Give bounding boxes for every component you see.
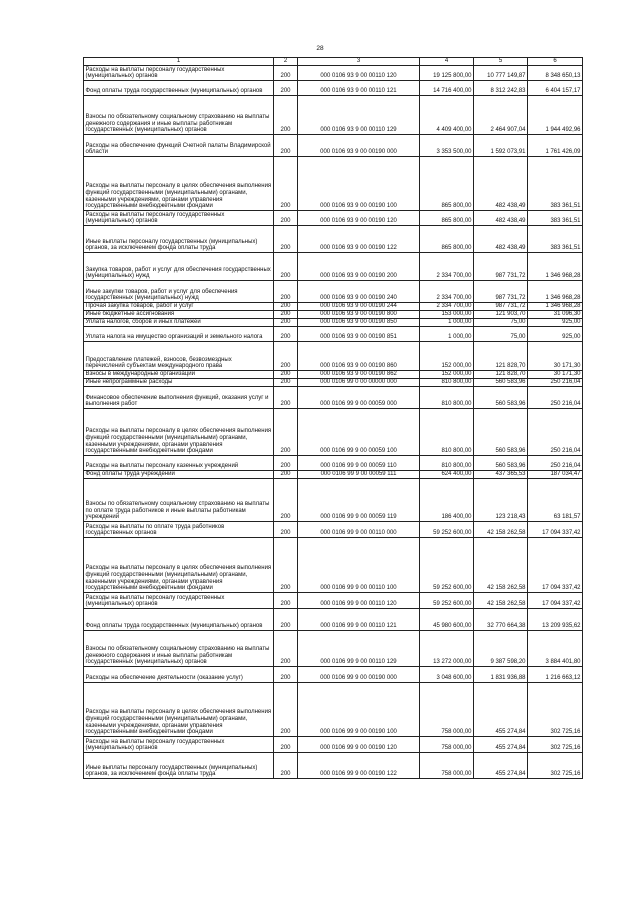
table-row: [84, 319, 583, 327]
row-classification-cell: 000 0106 99 9 00 00110 100: [298, 538, 420, 593]
row-approved-cell: 59 252 600,00: [420, 538, 474, 593]
row-classification-cell: 000 0106 99 9 00 00059 110: [298, 456, 420, 471]
row-unexecuted-cell: 63 181,57: [528, 479, 583, 522]
row-code-cell: 200: [274, 157, 298, 211]
row-approved-cell: 152 000,00: [420, 342, 474, 371]
row-unexecuted-cell: 383 361,51: [528, 157, 583, 211]
row-classification-cell: 000 0106 93 9 00 00190 240: [298, 281, 420, 303]
row-code-cell: 200: [274, 522, 298, 538]
row-name-cell: Прочая закупка товаров, работ и услуг: [84, 303, 274, 311]
row-unexecuted-cell: 17 094 337,42: [528, 538, 583, 593]
row-approved-cell: 1 000,00: [420, 327, 474, 342]
header-cell: 6: [528, 58, 583, 66]
row-approved-cell: 2 334 700,00: [420, 253, 474, 281]
row-approved-cell: 810 800,00: [420, 387, 474, 409]
row-executed-cell: 1 592 073,91: [474, 135, 528, 157]
row-classification-cell: 000 0106 93 9 00 00190 000: [298, 135, 420, 157]
row-unexecuted-cell: 3 884 401,80: [528, 631, 583, 667]
row-unexecuted-cell: 17 094 337,42: [528, 593, 583, 609]
row-unexecuted-cell: 30 171,30: [528, 342, 583, 371]
header-cell: 4: [420, 58, 474, 66]
row-code-cell: 200: [274, 371, 298, 379]
row-unexecuted-cell: 250 216,04: [528, 379, 583, 387]
row-classification-cell: 000 0106 99 9 00 00110 000: [298, 522, 420, 538]
table-row: [84, 81, 583, 96]
row-code-cell: 200: [274, 342, 298, 371]
row-name-cell: Расходы на выплаты персоналу в целях обеспечения выполнения функций государственными (муниципальными) органами, казенными учреждениями, органами управления государственными внебюджетными фондами: [84, 683, 274, 737]
row-name-cell: Расходы на выплаты персоналу государственных (муниципальных) органов: [84, 593, 274, 609]
header-row: [84, 58, 583, 66]
row-name-cell: Иные бюджетные ассигнования: [84, 311, 274, 319]
row-unexecuted-cell: 302 725,16: [528, 753, 583, 779]
row-code-cell: 200: [274, 609, 298, 631]
row-code-cell: 200: [274, 538, 298, 593]
row-name-cell: Иные выплаты персоналу государственных (муниципальных) органов, за исключением фонда оплаты труда: [84, 753, 274, 779]
row-name-cell: Взносы по обязательному социальному страхованию на выплаты по оплате труда работников и иные выплаты работникам учреждений: [84, 479, 274, 522]
row-code-cell: 200: [274, 737, 298, 753]
row-name-cell: Уплата налога на имущество организаций и земельного налога: [84, 327, 274, 342]
row-approved-cell: 14 716 400,00: [420, 81, 474, 96]
row-approved-cell: 4 409 400,00: [420, 96, 474, 135]
row-approved-cell: 13 272 000,00: [420, 631, 474, 667]
table-row: [84, 753, 583, 779]
table-row: [84, 593, 583, 609]
row-executed-cell: 121 903,70: [474, 311, 528, 319]
row-unexecuted-cell: 13 209 935,62: [528, 609, 583, 631]
row-executed-cell: 42 158 262,58: [474, 593, 528, 609]
row-name-cell: Взносы в международные организации: [84, 371, 274, 379]
table-row: [84, 631, 583, 667]
row-code-cell: 200: [274, 593, 298, 609]
row-approved-cell: 810 800,00: [420, 409, 474, 456]
row-code-cell: 200: [274, 81, 298, 96]
row-executed-cell: 560 583,96: [474, 456, 528, 471]
row-unexecuted-cell: 1 346 968,28: [528, 303, 583, 311]
row-classification-cell: 000 0106 93 9 00 00190 120: [298, 211, 420, 226]
row-approved-cell: 59 252 600,00: [420, 522, 474, 538]
row-name-cell: Иные непрограммные расходы: [84, 379, 274, 387]
table-row: [84, 303, 583, 311]
row-code-cell: 200: [274, 327, 298, 342]
row-unexecuted-cell: 1 216 663,12: [528, 667, 583, 683]
row-approved-cell: 59 252 600,00: [420, 593, 474, 609]
row-classification-cell: 000 0106 93 9 00 00190 200: [298, 253, 420, 281]
header-cell: 1: [84, 58, 274, 66]
row-unexecuted-cell: 302 725,16: [528, 737, 583, 753]
row-unexecuted-cell: 6 404 157,17: [528, 81, 583, 96]
row-code-cell: 200: [274, 631, 298, 667]
row-classification-cell: 000 0106 99 9 00 00059 100: [298, 409, 420, 456]
table-row: [84, 211, 583, 226]
header-cell: 5: [474, 58, 528, 66]
row-executed-cell: 32 770 664,38: [474, 609, 528, 631]
row-code-cell: 200: [274, 226, 298, 253]
row-executed-cell: 560 583,96: [474, 409, 528, 456]
row-executed-cell: 482 438,49: [474, 211, 528, 226]
row-name-cell: Расходы на выплаты по оплате труда работников государственных органов: [84, 522, 274, 538]
table-row: [84, 479, 583, 522]
row-classification-cell: 000 0106 93 9 00 00110 120: [298, 66, 420, 81]
row-code-cell: 200: [274, 311, 298, 319]
table-row: [84, 371, 583, 379]
row-code-cell: 200: [274, 409, 298, 456]
table-body: [84, 66, 583, 779]
row-name-cell: Расходы на выплаты персоналу государственных (муниципальных) органов: [84, 66, 274, 81]
row-name-cell: Расходы на выплаты персоналу государственных (муниципальных) органов: [84, 737, 274, 753]
row-code-cell: 200: [274, 281, 298, 303]
table-row: [84, 379, 583, 387]
row-executed-cell: 455 274,84: [474, 683, 528, 737]
row-classification-cell: 000 0106 99 9 00 00059 111: [298, 471, 420, 479]
row-executed-cell: 42 158 262,58: [474, 538, 528, 593]
row-classification-cell: 000 0106 99 9 00 00190 000: [298, 667, 420, 683]
row-name-cell: Фонд оплаты труда государственных (муниципальных) органов: [84, 609, 274, 631]
row-unexecuted-cell: 250 216,04: [528, 387, 583, 409]
row-classification-cell: 000 0106 93 9 00 00190 800: [298, 311, 420, 319]
row-code-cell: 200: [274, 471, 298, 479]
row-approved-cell: 810 800,00: [420, 456, 474, 471]
row-name-cell: Уплата налогов, сборов и иных платежей: [84, 319, 274, 327]
row-classification-cell: 000 0106 93 9 00 00190 851: [298, 327, 420, 342]
row-name-cell: Расходы на выплаты персоналу в целях обеспечения выполнения функций государственными (муниципальными) органами, казенными учреждениями, органами управления государственными внебюджетными фондами: [84, 538, 274, 593]
row-name-cell: Расходы на выплаты персоналу казенных учреждений: [84, 456, 274, 471]
row-name-cell: Расходы на обеспечение деятельности (оказание услуг): [84, 667, 274, 683]
table-row: [84, 683, 583, 737]
row-classification-cell: 000 0106 93 9 00 00110 121: [298, 81, 420, 96]
row-executed-cell: 482 438,49: [474, 157, 528, 211]
row-executed-cell: 560 583,96: [474, 387, 528, 409]
row-name-cell: Расходы на выплаты персоналу в целях обеспечения выполнения функций государственными (муниципальными) органами, казенными учреждениями, органами управления государственными внебюджетными фондами: [84, 409, 274, 456]
row-unexecuted-cell: 925,00: [528, 319, 583, 327]
header-cell: 2: [274, 58, 298, 66]
row-classification-cell: 000 0106 93 9 00 00190 100: [298, 157, 420, 211]
row-code-cell: 200: [274, 753, 298, 779]
row-executed-cell: 560 583,96: [474, 379, 528, 387]
row-approved-cell: 152 000,00: [420, 371, 474, 379]
row-approved-cell: 810 800,00: [420, 379, 474, 387]
row-approved-cell: 2 334 700,00: [420, 281, 474, 303]
row-name-cell: Взносы по обязательному социальному страхованию на выплаты денежного содержания и иные выплаты работникам государственных (муниципальных) органов: [84, 631, 274, 667]
row-approved-cell: 186 400,00: [420, 479, 474, 522]
row-approved-cell: 865 800,00: [420, 211, 474, 226]
row-classification-cell: 000 0106 93 9 00 00190 860: [298, 342, 420, 371]
row-classification-cell: 000 0106 99 9 00 00110 120: [298, 593, 420, 609]
row-executed-cell: 121 828,70: [474, 371, 528, 379]
row-code-cell: 200: [274, 303, 298, 311]
row-unexecuted-cell: 30 171,30: [528, 371, 583, 379]
table-row: [84, 253, 583, 281]
page-number: 28: [316, 45, 324, 52]
table-row: [84, 281, 583, 303]
row-executed-cell: 455 274,84: [474, 737, 528, 753]
row-approved-cell: 865 800,00: [420, 157, 474, 211]
row-name-cell: Закупка товаров, работ и услуг для обеспечения государственных (муниципальных) нужд: [84, 253, 274, 281]
table-row: [84, 538, 583, 593]
table-row: [84, 342, 583, 371]
row-executed-cell: 437 365,53: [474, 471, 528, 479]
row-classification-cell: 000 0106 99 9 00 00190 122: [298, 753, 420, 779]
row-code-cell: 200: [274, 479, 298, 522]
row-unexecuted-cell: 1 761 426,09: [528, 135, 583, 157]
row-unexecuted-cell: 302 725,16: [528, 683, 583, 737]
row-approved-cell: 758 000,00: [420, 753, 474, 779]
row-executed-cell: 987 731,72: [474, 303, 528, 311]
row-executed-cell: 2 464 907,04: [474, 96, 528, 135]
row-executed-cell: 121 828,70: [474, 342, 528, 371]
row-code-cell: 200: [274, 96, 298, 135]
row-classification-cell: 000 0106 93 9 00 00190 244: [298, 303, 420, 311]
row-unexecuted-cell: 8 348 650,13: [528, 66, 583, 81]
row-executed-cell: 987 731,72: [474, 253, 528, 281]
table-row: [84, 522, 583, 538]
row-classification-cell: 000 0106 99 9 00 00190 120: [298, 737, 420, 753]
table-row: [84, 311, 583, 319]
row-unexecuted-cell: 31 096,30: [528, 311, 583, 319]
row-executed-cell: 1 831 936,88: [474, 667, 528, 683]
row-code-cell: 200: [274, 211, 298, 226]
row-name-cell: Расходы на выплаты персоналу государственных (муниципальных) органов: [84, 211, 274, 226]
row-executed-cell: 9 387 598,20: [474, 631, 528, 667]
row-approved-cell: 19 125 800,00: [420, 66, 474, 81]
row-unexecuted-cell: 17 094 337,42: [528, 522, 583, 538]
table-row: [84, 96, 583, 135]
row-approved-cell: 624 400,00: [420, 471, 474, 479]
row-approved-cell: 153 000,00: [420, 311, 474, 319]
row-executed-cell: 75,00: [474, 319, 528, 327]
row-unexecuted-cell: 250 216,04: [528, 409, 583, 456]
row-classification-cell: 000 0106 99 9 00 00190 100: [298, 683, 420, 737]
row-name-cell: Расходы на выплаты персоналу в целях обеспечения выполнения функций государственными (муниципальными) органами, казенными учреждениями, органами управления государственными внебюджетными фондами: [84, 157, 274, 211]
row-classification-cell: 000 0106 99 9 00 00059 000: [298, 387, 420, 409]
table-row: [84, 387, 583, 409]
row-name-cell: Иные выплаты персоналу государственных (муниципальных) органов, за исключением фонда оплаты труда: [84, 226, 274, 253]
header-cell: 3: [298, 58, 420, 66]
row-name-cell: Финансовое обеспечение выполнения функций, оказания услуг и выполнения работ: [84, 387, 274, 409]
row-code-cell: 200: [274, 379, 298, 387]
row-code-cell: 200: [274, 319, 298, 327]
row-code-cell: 200: [274, 683, 298, 737]
table-row: [84, 471, 583, 479]
row-code-cell: 200: [274, 456, 298, 471]
row-executed-cell: 10 777 149,87: [474, 66, 528, 81]
row-approved-cell: 865 800,00: [420, 226, 474, 253]
table-row: [84, 157, 583, 211]
row-executed-cell: 8 312 242,83: [474, 81, 528, 96]
row-classification-cell: 000 0106 93 9 00 00190 862: [298, 371, 420, 379]
row-unexecuted-cell: 187 034,47: [528, 471, 583, 479]
row-name-cell: Фонд оплаты труда учреждений: [84, 471, 274, 479]
row-approved-cell: 758 000,00: [420, 737, 474, 753]
row-approved-cell: 3 353 500,00: [420, 135, 474, 157]
row-unexecuted-cell: 383 361,51: [528, 226, 583, 253]
expenses-table: [83, 57, 583, 779]
row-approved-cell: 758 000,00: [420, 683, 474, 737]
row-code-cell: 200: [274, 667, 298, 683]
row-name-cell: Фонд оплаты труда государственных (муниципальных) органов: [84, 81, 274, 96]
table-row: [84, 409, 583, 456]
table-row: [84, 737, 583, 753]
row-name-cell: Расходы на обеспечение функций Счетной палаты Владимирской области: [84, 135, 274, 157]
row-classification-cell: 000 0106 99 9 00 00110 121: [298, 609, 420, 631]
row-code-cell: 200: [274, 66, 298, 81]
row-executed-cell: 482 438,49: [474, 226, 528, 253]
row-executed-cell: 455 274,84: [474, 753, 528, 779]
row-code-cell: 200: [274, 253, 298, 281]
row-classification-cell: 000 0106 99 9 00 00059 119: [298, 479, 420, 522]
table-row: [84, 667, 583, 683]
row-executed-cell: 987 731,72: [474, 281, 528, 303]
table-row: [84, 456, 583, 471]
row-unexecuted-cell: 925,00: [528, 327, 583, 342]
row-executed-cell: 42 158 262,58: [474, 522, 528, 538]
row-unexecuted-cell: 250 216,04: [528, 456, 583, 471]
row-classification-cell: 000 0106 93 9 00 00190 122: [298, 226, 420, 253]
row-unexecuted-cell: 1 346 968,28: [528, 281, 583, 303]
row-classification-cell: 000 0106 99 0 00 00000 000: [298, 379, 420, 387]
row-code-cell: 200: [274, 387, 298, 409]
row-name-cell: Взносы по обязательному социальному страхованию на выплаты денежного содержания и иные выплаты работникам государственных (муниципальных) органов: [84, 96, 274, 135]
row-approved-cell: 2 334 700,00: [420, 303, 474, 311]
row-name-cell: Предоставление платежей, взносов, безвозмездных перечислений субъектам международного права: [84, 342, 274, 371]
table-row: [84, 609, 583, 631]
row-unexecuted-cell: 1 944 492,96: [528, 96, 583, 135]
row-unexecuted-cell: 383 361,51: [528, 211, 583, 226]
row-name-cell: Иные закупки товаров, работ и услуг для обеспечения государственных (муниципальных) нужд: [84, 281, 274, 303]
row-executed-cell: 123 218,43: [474, 479, 528, 522]
row-approved-cell: 45 980 600,00: [420, 609, 474, 631]
table-header: [84, 58, 583, 66]
row-executed-cell: 75,00: [474, 327, 528, 342]
table-row: [84, 66, 583, 81]
row-classification-cell: 000 0106 99 9 00 00110 129: [298, 631, 420, 667]
table-row: [84, 226, 583, 253]
row-approved-cell: 3 048 600,00: [420, 667, 474, 683]
row-approved-cell: 1 000,00: [420, 319, 474, 327]
table-row: [84, 135, 583, 157]
row-classification-cell: 000 0106 93 9 00 00110 129: [298, 96, 420, 135]
row-unexecuted-cell: 1 346 968,28: [528, 253, 583, 281]
row-classification-cell: 000 0106 93 9 00 00190 850: [298, 319, 420, 327]
row-code-cell: 200: [274, 135, 298, 157]
table-row: [84, 327, 583, 342]
